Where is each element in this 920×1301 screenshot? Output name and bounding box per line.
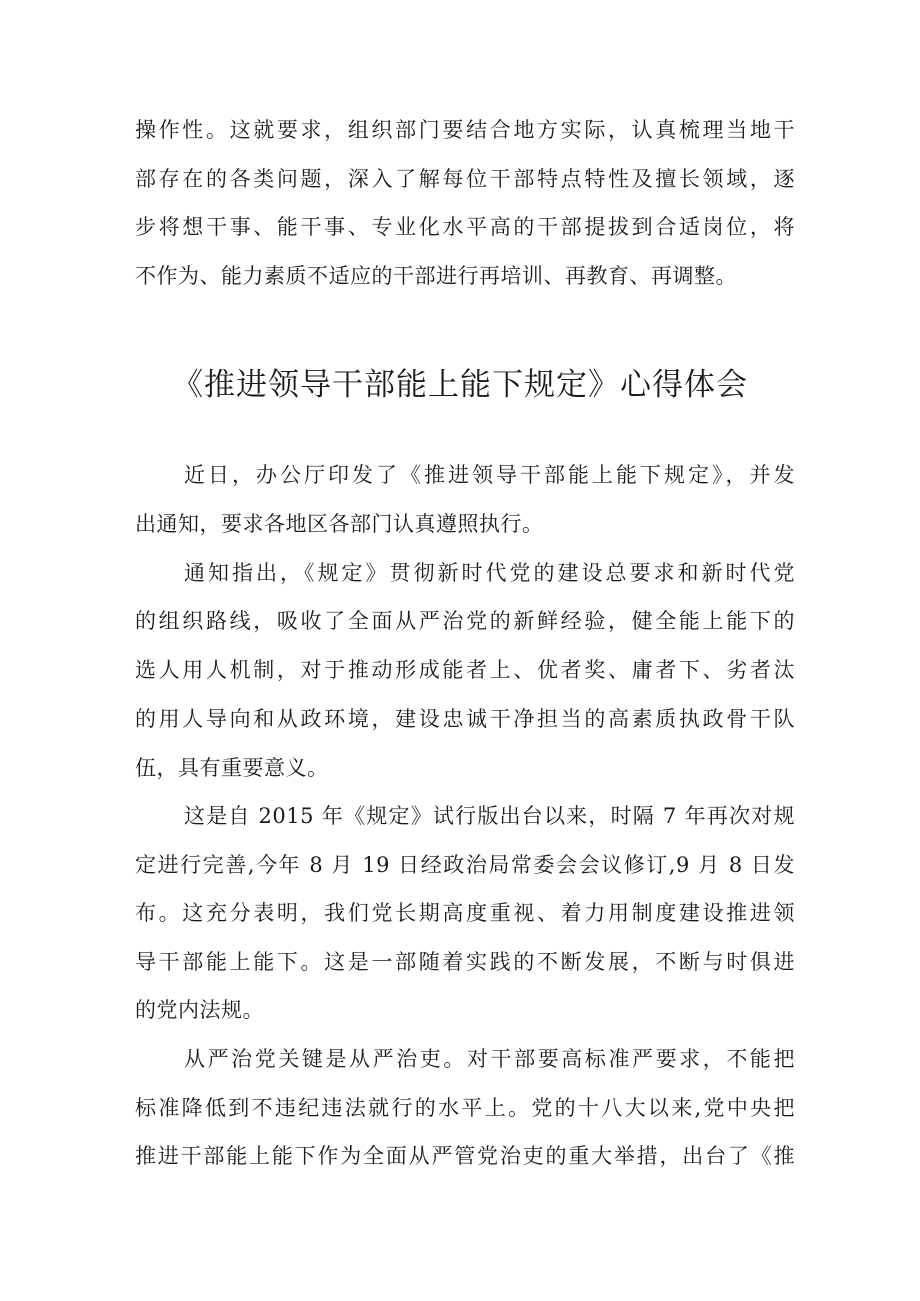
paragraph-line: 近日，办公厅印发了《推进领导干部能上能下规定》，并发 [184,463,795,487]
paragraph-line: 选人用人机制，对于推动形成能者上、优者奖、庸者下、劣者汰 [135,658,795,682]
paragraph-line: 部存在的各类问题，深入了解每位干部特点特性及擅长领域，逐 [135,167,795,191]
paragraph-line: 的组织路线，吸收了全面从严治党的新鲜经验，健全能上能下的 [135,609,795,633]
paragraph-line: 定进行完善,今年 8 月 19 日经政治局常委会会议修订,9 月 8 日发 [135,853,795,877]
paragraph-line: 的党内法规。 [135,998,264,1022]
paragraph-line: 从严治党关键是从严治吏。对干部要高标准严要求，不能把 [184,1047,795,1071]
paragraph-line: 步将想干事、能干事、专业化水平高的干部提拔到合适岗位，将 [135,215,795,239]
paragraph-line: 这是自 2015 年《规定》试行版出台以来，时隔 7 年再次对规 [184,804,795,828]
paragraph-line: 导干部能上能下。这是一部随着实践的不断发展，不断与时俱进 [135,950,795,974]
paragraph-line: 布。这充分表明，我们党长期高度重视、着力用制度建设推进领 [135,901,795,925]
paragraph-line: 伍，具有重要意义。 [135,756,329,780]
paragraph-line: 推进干部能上能下作为全面从严管党治吏的重大举措，出台了《推 [135,1144,795,1168]
article-title: 《推进领导干部能上能下规定》心得体会 [172,367,748,403]
paragraph-line: 通知指出，《规定》贯彻新时代党的建设总要求和新时代党 [184,561,795,585]
paragraph-line: 的用人导向和从政环境，建设忠诚干净担当的高素质执政骨干队 [135,707,795,731]
paragraph-line: 不作为、能力素质不适应的干部进行再培训、再教育、再调整。 [135,264,737,288]
paragraph-line: 标准降低到不违纪违法就行的水平上。党的十八大以来,党中央把 [135,1096,795,1120]
paragraph-line: 出通知，要求各地区各部门认真遵照执行。 [135,512,544,536]
paragraph-line: 操作性。这就要求，组织部门要结合地方实际，认真梳理当地干 [135,118,795,142]
